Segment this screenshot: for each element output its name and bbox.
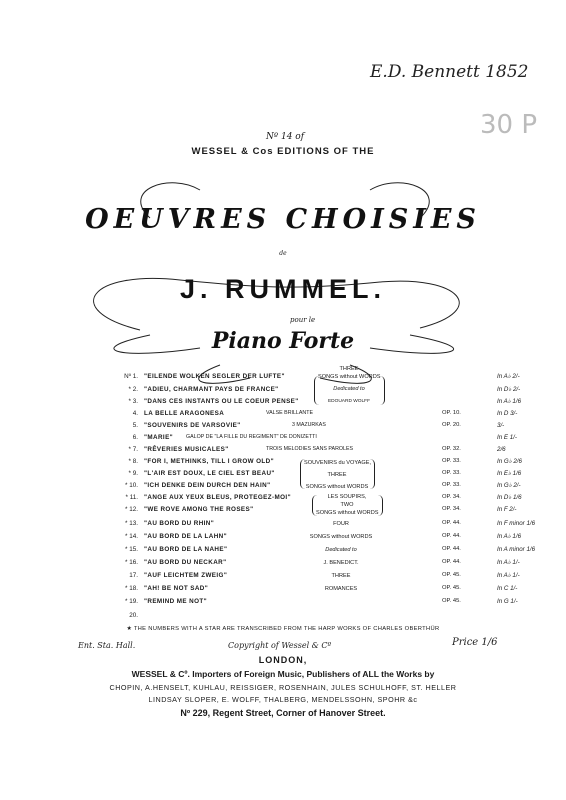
group-label: SONGS without WORDS: [305, 484, 369, 490]
pour-le-label: pour le: [290, 316, 316, 324]
group-label: THREE: [331, 573, 351, 579]
footer-composers-2: LINDSAY SLOPER, E. WOLFF, THALBERG, MENDELSSOHN, SPOHR &c: [148, 695, 418, 704]
price: Price 1/6: [452, 637, 498, 648]
group-label: LES SOUPIRS,: [327, 494, 367, 500]
entered-stationers-hall: Ent. Sta. Hall.: [78, 641, 136, 650]
group-brace: [380, 376, 385, 405]
instrument: Piano Forte: [211, 328, 355, 354]
series-number: Nº 14 of: [266, 132, 305, 142]
group-label: THREE: [327, 472, 347, 478]
group-label: SONGS without WORDS: [318, 374, 381, 380]
de-label: de: [279, 250, 287, 257]
pencil-price: 30 P: [480, 110, 538, 140]
works-list: Nº 1. "EILENDE WOLKEN SEGLER DER LUFTE" In A♭ 2/- * 2. "ADIEU, CHARMANT PAYS DE FRANCE" In D♭ 2/- * 3. "DANS CES INSTANTS OU LE COEUR PENSE" In A♭ 1/6 4. LA BELLE ARAGONESA VALSE BRILLANTE OP. 10. In D 3/- 5. "SOUVENIRS DE VARSOVIE" 3 MAZURKAS OP. 20. 3/- 6. "MARIE" GALOP DE "LA FILLE DU REGIMENT" DE DONIZETTI In E 1/- * 7. "RÊVERIES MUSICALES" TROIS MELODIES SANS PAROLES OP. 32. 2/6 * 8. "FOR I, METHINKS, TILL I GROW OLD" OP. 33. In G♭ 2/6 * 9. "L'AIR EST DOUX, LE CIEL EST BEAU" OP. 33. In E♭ 1/6 * 10. "ICH DENKE DEIN DURCH DEN HAIN" OP. 33. In G♭ 2/- * 11. "ANGE AUX YEUX BLEUS, PROTEGEZ-MOI" OP. 34. In D♭ 1/6 * 12. "WE ROVE AMONG THE ROSES" OP. 34. In F 2/- * 13. "AU BORD DU RHIN" OP. 44. In F minor 1/6 * 14. "AU BORD DE LA LAHN" OP. 44. In A♭ 1/6 * 15. "AU BORD DE LA NAHE" OP. 44. In A minor 1/6 * 16. "AU BORD DU NECKAR" OP. 44. In A♭ 1/- 17. "AUF LEICHTEM ZWEIG" OP. 45. In A♭ 1/- * 18. "AH! BE NOT SAD" OP. 45. In C 1/- * 19. "REMIND ME NOT" OP. 45. In G 1/- 20. THREE SONGS without WORDS Dedicated to EDOUARD WOLFF SOUVENIRS du VOYAGE, THREE SONGS without WORDS LES SOUPIRS, TWO SONGS without WORDS FOUR SONGS without WORDS Dedicated to J. BENEDICT. THREE ROMANCES: [124, 366, 536, 619]
copyright: Copyright of Wessel & Cº: [228, 641, 332, 650]
group-label: Dedicated to: [333, 386, 365, 392]
footer-address: Nº 229, Regent Street, Corner of Hanover Street.: [180, 708, 386, 718]
footer-publisher-line: WESSEL & Cº. Importers of Foreign Music, Publishers of ALL the Works by: [131, 669, 435, 679]
group-label: THREE: [339, 366, 359, 372]
group-label: TWO: [340, 502, 354, 508]
main-title: OEUVRES CHOISIES: [85, 204, 481, 235]
footnote: ★ THE NUMBERS WITH A STAR ARE TRANSCRIBED FROM THE HARP WORKS OF CHARLES OBERTHÜR: [126, 626, 440, 632]
composer-name: J. RUMMEL.: [179, 274, 386, 304]
group-brace: [378, 495, 383, 516]
group-label: ROMANCES: [324, 586, 358, 592]
publisher-line: WESSEL & Cos EDITIONS OF THE: [191, 146, 375, 157]
footer-composers-1: CHOPIN, A.HENSELT, KUHLAU, REISSIGER, ROSENHAIN, JULES SCHULHOFF, ST. HELLER: [109, 683, 457, 692]
group-label: EDOUARD WOLFF: [327, 399, 371, 404]
group-label: FOUR: [333, 521, 349, 527]
group-label: SONGS without WORDS: [316, 510, 379, 516]
group-label: SOUVENIRS du VOYAGE,: [304, 460, 372, 466]
group-label: Dedicated to: [325, 547, 357, 553]
signature: E.D. Bennett 1852: [370, 62, 529, 82]
group-label: SONGS without WORDS: [309, 534, 373, 540]
city: LONDON,: [258, 655, 308, 665]
group-label: J. BENEDICT.: [323, 560, 359, 566]
